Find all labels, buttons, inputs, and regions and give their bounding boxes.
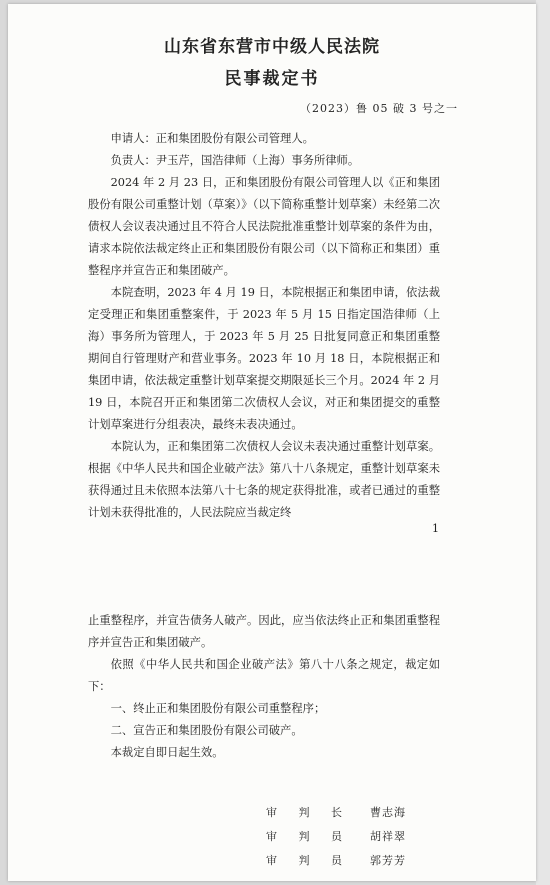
signature-role: 审 判 长 [266,806,342,819]
page-2-body [88,610,440,764]
paragraph-legal-basis: 依照《中华人民共和国企业破产法》第八十八条之规定，裁定如下： [88,658,440,693]
paragraph-findings: 本院查明，2023 年 4 月 19 日，本院根据正和集团申请，依法裁定受理正和集团重整案件，于 2023 年 5 月 15 日指定国浩律师（上海）事务所为管理人，于 2023 年 5 月 25 日批复同意正和集团重整期间自行管理财产和营业事务。2023 年 10 月 18 日，本院根据正和集团申请，依法裁定重整计划草案提交期限延长三个月。2024 年 2 月 19 日，本院召开正和集团第二次债权人会议，对正和集团提交的重整计划草案进行分组表决，最终未表决通过。 [88,286,440,431]
signature-row [266,848,486,872]
paragraph-application: 2024 年 2 月 23 日，正和集团股份有限公司管理人以《正和集团股份有限公司重整计划（草案）》（以下简称重整计划草案）未经第二次债权人会议表决通过且不符合人民法院批准重整计划草案的条件为由，请求本院依法裁定终止正和集团股份有限公司（以下简称正和集团）重整程序并宣告正和集团破产。 [88,176,440,277]
signature-block [266,800,486,872]
ruling-item-1: 一、终止正和集团股份有限公司重整程序； [110,702,326,715]
ruling-item-2: 二、宣告正和集团股份有限公司破产。 [110,724,303,737]
signature-row [266,824,486,848]
document-type-title: 民事裁定书 [224,69,320,89]
document-page [8,4,536,881]
signature-role: 审 判 员 [266,830,342,843]
paragraph-continuation: 止重整程序，并宣告债务人破产。因此，应当依法终止正和集团重整程序并宣告正和集团破产。 [88,614,440,649]
page-number: 1 [432,522,439,535]
page-edge [536,0,550,885]
signature-row [266,800,486,824]
court-title: 山东省东营市中级人民法院 [164,37,380,57]
signature-name: 郭芳芳 [370,854,406,867]
signature-name: 曹志海 [370,806,406,819]
paragraph-reasoning: 本院认为，正和集团第二次债权人会议未表决通过重整计划草案。根据《中华人民共和国企业破产法》第八十八条规定，重整计划草案未获得通过且未依照本法第八十七条的规定获得批准，或者已通过的重整计划未获得批准的，人民法院应当裁定终 [88,440,440,519]
effective-clause: 本裁定自即日起生效。 [110,746,224,759]
page-1-body [88,128,440,524]
applicant-line: 申请人：正和集团股份有限公司管理人。 [110,132,314,145]
signature-role: 审 判 员 [266,854,342,867]
signature-name: 胡祥翠 [370,830,406,843]
case-number: （2023）鲁 05 破 3 号之一 [300,102,458,115]
representative-line: 负责人：尹玉芹，国浩律师（上海）事务所律师。 [110,154,360,167]
